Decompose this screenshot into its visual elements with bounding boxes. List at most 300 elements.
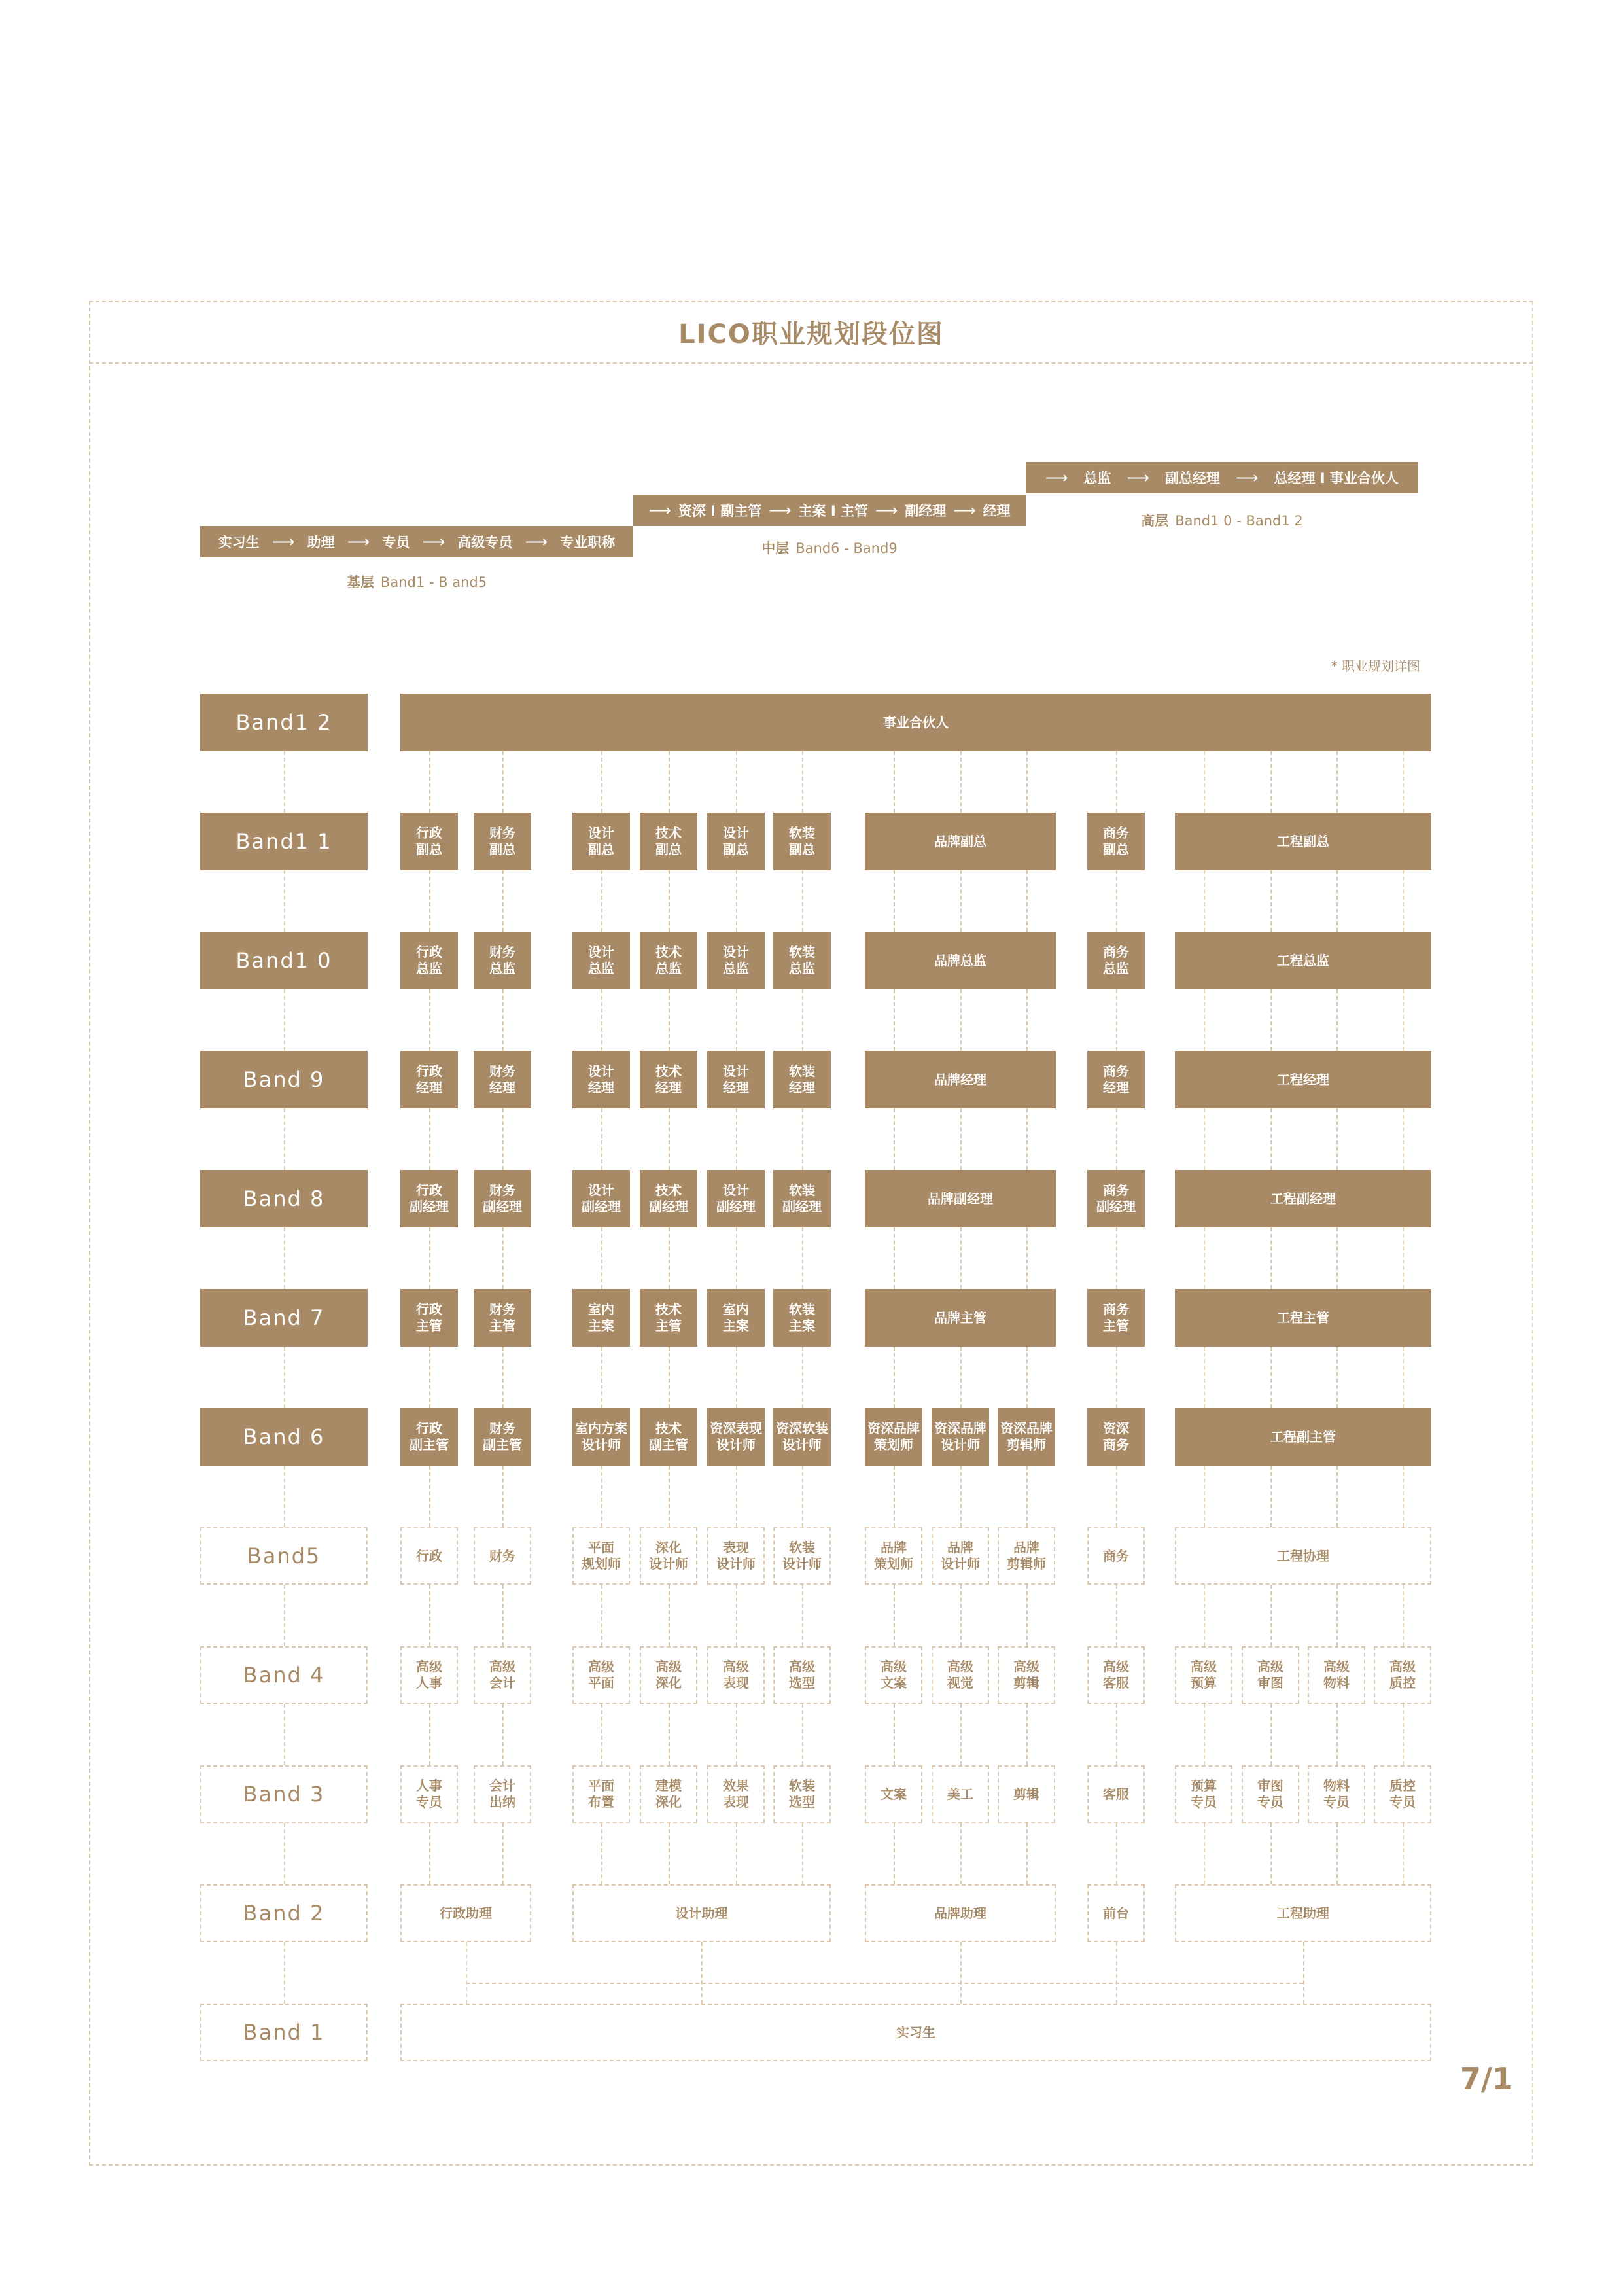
connector-line (429, 870, 430, 932)
connector-line (1270, 1227, 1272, 1289)
connector-line (502, 989, 504, 1051)
ladder-step: 副经理 (905, 503, 947, 519)
connector-line (894, 1347, 895, 1408)
connector-line (284, 1347, 285, 1408)
connector-line (669, 870, 670, 932)
connector-line (601, 1704, 602, 1765)
connector-line (669, 1823, 670, 1884)
band-label: Band 9 (200, 1051, 368, 1108)
connector-line (284, 1108, 285, 1170)
connector-line (502, 1227, 504, 1289)
connector-line (284, 1704, 285, 1765)
band-label: Band1 0 (200, 932, 368, 989)
connector-line (1116, 1466, 1117, 1527)
connector-line (1204, 1227, 1205, 1289)
connector-line (960, 1704, 962, 1765)
role-cell: 商务 总监 (1087, 932, 1145, 989)
role-cell: 设计助理 (572, 1884, 831, 1942)
connector-line (669, 1108, 670, 1170)
role-cell: 财务 (474, 1527, 531, 1585)
connector-line (894, 870, 895, 932)
arrow-icon: ⟶ (422, 533, 445, 551)
connector-line (601, 1347, 602, 1408)
role-cell: 设计 经理 (572, 1051, 630, 1108)
connector-line (1116, 1704, 1117, 1765)
connector-line (1270, 751, 1272, 813)
role-cell: 技术 总监 (640, 932, 697, 989)
connector-line (1026, 1347, 1028, 1408)
connector-line (429, 1585, 430, 1646)
connector-line (429, 1823, 430, 1884)
connector-line (1336, 870, 1338, 932)
role-cell: 高级 审图 (1242, 1646, 1299, 1704)
connector-line (284, 1823, 285, 1884)
band-label: Band 2 (200, 1884, 368, 1942)
connector-line (1204, 751, 1205, 813)
connector-line (1116, 1108, 1117, 1170)
connector-line (502, 1108, 504, 1170)
role-cell: 预算 专员 (1175, 1765, 1232, 1823)
connector-line (502, 1347, 504, 1408)
connector-line (1204, 1823, 1205, 1884)
role-cell: 品牌经理 (865, 1051, 1056, 1108)
connector-line (429, 1227, 430, 1289)
role-cell: 前台 (1087, 1884, 1145, 1942)
connector-line (1270, 1466, 1272, 1527)
connector-line (1270, 870, 1272, 932)
connector-line (802, 989, 803, 1051)
connector-line (601, 751, 602, 813)
ladder-step: 专业职称 (560, 535, 616, 550)
role-cell: 软装 经理 (773, 1051, 831, 1108)
role-cell: 财务 主管 (474, 1289, 531, 1347)
role-cell: 设计 副经理 (572, 1170, 630, 1227)
connector-line (802, 1823, 803, 1884)
connector-line (1303, 1942, 1304, 2004)
arrow-icon: ⟶ (953, 501, 976, 520)
tier-mid: 中层 Band6 - Band9 (761, 540, 898, 556)
role-cell: 美工 (932, 1765, 989, 1823)
connector-line (736, 1823, 737, 1884)
connector-line (601, 1585, 602, 1646)
role-cell: 商务 副经理 (1087, 1170, 1145, 1227)
connector-line (284, 989, 285, 1051)
connector-line (669, 751, 670, 813)
role-cell: 高级 选型 (773, 1646, 831, 1704)
connector-line (601, 1108, 602, 1170)
connector-line (601, 989, 602, 1051)
connector-line (284, 1466, 285, 1527)
role-cell: 软装 总监 (773, 932, 831, 989)
connector-line (601, 1823, 602, 1884)
connector-line (1116, 1227, 1117, 1289)
connector-line (960, 1466, 962, 1527)
connector-line (284, 1585, 285, 1646)
role-cell: 平面 规划师 (572, 1527, 630, 1585)
role-cell: 工程副主管 (1175, 1408, 1431, 1466)
role-cell: 高级 物料 (1308, 1646, 1365, 1704)
connector-line (502, 751, 504, 813)
role-cell: 工程主管 (1175, 1289, 1431, 1347)
connector-line (960, 1823, 962, 1884)
connector-line (1403, 1585, 1404, 1646)
connector-line (1026, 989, 1028, 1051)
connector-line (669, 1585, 670, 1646)
band-label: Band1 1 (200, 813, 368, 870)
connector-line (429, 989, 430, 1051)
role-cell: 品牌 策划师 (865, 1527, 922, 1585)
connector-line (1336, 1347, 1338, 1408)
connector-line (1116, 989, 1117, 1051)
connector-line (1204, 1585, 1205, 1646)
role-cell: 会计 出纳 (474, 1765, 531, 1823)
connector-line (429, 1466, 430, 1527)
role-cell: 审图 专员 (1242, 1765, 1299, 1823)
role-cell: 商务 经理 (1087, 1051, 1145, 1108)
connector-line (1116, 1823, 1117, 1884)
connector-line (502, 870, 504, 932)
role-cell: 财务 副主管 (474, 1408, 531, 1466)
page-title: LICO职业规划段位图 (678, 319, 944, 349)
role-cell: 品牌助理 (865, 1884, 1056, 1942)
ladder-step: 经理 (983, 503, 1011, 519)
connector-line (1026, 870, 1028, 932)
connector-line (284, 1227, 285, 1289)
role-cell: 品牌主管 (865, 1289, 1056, 1347)
ladder-step: 高级专员 (457, 535, 513, 550)
role-cell: 软装 选型 (773, 1765, 831, 1823)
arrow-icon: ⟶ (525, 533, 548, 551)
connector-line (802, 1466, 803, 1527)
role-cell: 高级 平面 (572, 1646, 630, 1704)
arrow-icon: ⟶ (1236, 468, 1259, 487)
ladder-step: 助理 (307, 535, 335, 550)
connector-line (1403, 1823, 1404, 1884)
connector-line (802, 1347, 803, 1408)
connector-line (284, 870, 285, 932)
role-cell: 高级 文案 (865, 1646, 922, 1704)
connector-line (1336, 1585, 1338, 1646)
connector-line (1270, 989, 1272, 1051)
tier-base: 基层 Band1 - B and5 (346, 574, 487, 590)
connector-line (601, 1227, 602, 1289)
role-cell: 资深品牌 策划师 (865, 1408, 922, 1466)
role-cell: 高级 深化 (640, 1646, 697, 1704)
connector-line (894, 1585, 895, 1646)
connector-line (1336, 1823, 1338, 1884)
connector-line (894, 1466, 895, 1527)
role-cell: 高级 表现 (707, 1646, 765, 1704)
role-cell: 商务 主管 (1087, 1289, 1145, 1347)
connector-line (802, 1704, 803, 1765)
role-cell: 资深品牌 设计师 (932, 1408, 989, 1466)
connector-line (736, 1347, 737, 1408)
connector-line (802, 1108, 803, 1170)
connector-line (1336, 1108, 1338, 1170)
connector-line (429, 1704, 430, 1765)
role-cell: 高级 人事 (400, 1646, 458, 1704)
tier-high: 高层 Band1 0 - Band1 2 (1141, 513, 1303, 529)
ladder-step: 资深 I 副主管 (678, 503, 762, 519)
ladder-step: 总监 (1083, 470, 1111, 486)
connector-line (1336, 1227, 1338, 1289)
band-label: Band 1 (200, 2004, 368, 2061)
connector-line (736, 1704, 737, 1765)
ladder-step: 主案 I 主管 (798, 503, 868, 519)
detail-note: * 职业规划详图 (1331, 658, 1420, 674)
connector-line (466, 1942, 467, 2004)
connector-line (1204, 870, 1205, 932)
connector-line (1270, 1347, 1272, 1408)
connector-line (736, 1108, 737, 1170)
connector-line (736, 751, 737, 813)
connector-line (1026, 1704, 1028, 1765)
role-cell: 设计 副总 (572, 813, 630, 870)
ladder-step: 实习生 (218, 535, 260, 550)
role-cell: 软装 副经理 (773, 1170, 831, 1227)
role-cell: 财务 总监 (474, 932, 531, 989)
role-cell: 工程协理 (1175, 1527, 1431, 1585)
role-cell: 室内方案 设计师 (572, 1408, 630, 1466)
role-cell: 资深软装 设计师 (773, 1408, 831, 1466)
connector-line (736, 1227, 737, 1289)
connector-line (284, 1942, 285, 2004)
role-cell: 高级 质控 (1374, 1646, 1431, 1704)
connector-line (894, 1108, 895, 1170)
ladder-step: 总经理 I 事业合伙人 (1274, 470, 1399, 486)
connector-line (1116, 1585, 1117, 1646)
connector-line (502, 1585, 504, 1646)
connector-line (1026, 1823, 1028, 1884)
connector-line (1403, 1227, 1404, 1289)
role-cell: 行政 副经理 (400, 1170, 458, 1227)
connector-line (1204, 1108, 1205, 1170)
connector-line (894, 751, 895, 813)
connector-line (1336, 1704, 1338, 1765)
role-cell: 质控 专员 (1374, 1765, 1431, 1823)
role-cell: 设计 副经理 (707, 1170, 765, 1227)
connector-line (1204, 1466, 1205, 1527)
role-cell: 室内 主案 (707, 1289, 765, 1347)
connector-line (802, 1585, 803, 1646)
connector-line (466, 1983, 1303, 1984)
connector-line (894, 1704, 895, 1765)
role-cell: 软装 副总 (773, 813, 831, 870)
connector-line (960, 989, 962, 1051)
connector-line (1026, 1227, 1028, 1289)
connector-line (669, 1347, 670, 1408)
connector-line (1403, 1466, 1404, 1527)
connector-line (502, 1466, 504, 1527)
connector-line (429, 751, 430, 813)
connector-line (1204, 1347, 1205, 1408)
role-cell: 工程总监 (1175, 932, 1431, 989)
role-cell: 技术 经理 (640, 1051, 697, 1108)
connector-line (802, 751, 803, 813)
connector-line (960, 1108, 962, 1170)
connector-line (736, 989, 737, 1051)
connector-line (1116, 1942, 1117, 2004)
role-cell: 商务 副总 (1087, 813, 1145, 870)
connector-line (736, 1466, 737, 1527)
role-cell: 工程副总 (1175, 813, 1431, 870)
connector-line (1336, 989, 1338, 1051)
role-cell: 平面 布置 (572, 1765, 630, 1823)
connector-line (429, 1108, 430, 1170)
connector-line (960, 1585, 962, 1646)
connector-line (669, 1704, 670, 1765)
connector-line (502, 1823, 504, 1884)
connector-line (1116, 1347, 1117, 1408)
connector-line (1270, 1823, 1272, 1884)
role-cell: 设计 总监 (572, 932, 630, 989)
connector-line (736, 870, 737, 932)
role-cell: 行政 (400, 1527, 458, 1585)
connector-line (1026, 1108, 1028, 1170)
connector-line (1026, 1466, 1028, 1527)
connector-line (1204, 989, 1205, 1051)
role-cell: 行政 副总 (400, 813, 458, 870)
role-cell: 品牌副经理 (865, 1170, 1056, 1227)
connector-line (1026, 751, 1028, 813)
role-cell: 行政 经理 (400, 1051, 458, 1108)
connector-line (1403, 751, 1404, 813)
role-cell: 品牌 设计师 (932, 1527, 989, 1585)
connector-line (1336, 751, 1338, 813)
arrow-icon: ⟶ (769, 501, 792, 520)
ladder-step: 副总经理 (1164, 470, 1220, 486)
connector-line (1116, 870, 1117, 932)
role-cell: 行政 总监 (400, 932, 458, 989)
role-cell: 表现 设计师 (707, 1527, 765, 1585)
role-cell: 设计 总监 (707, 932, 765, 989)
connector-line (669, 1227, 670, 1289)
role-cell: 建模 深化 (640, 1765, 697, 1823)
role-cell: 行政 副主管 (400, 1408, 458, 1466)
connector-line (894, 1823, 895, 1884)
role-cell: 实习生 (400, 2004, 1431, 2061)
role-cell: 深化 设计师 (640, 1527, 697, 1585)
connector-line (284, 751, 285, 813)
role-cell: 剪辑 (998, 1765, 1055, 1823)
connector-line (1270, 1585, 1272, 1646)
role-cell: 设计 经理 (707, 1051, 765, 1108)
arrow-icon: ⟶ (1045, 468, 1068, 487)
role-cell: 高级 视觉 (932, 1646, 989, 1704)
role-cell: 高级 客服 (1087, 1646, 1145, 1704)
band-label: Band5 (200, 1527, 368, 1585)
role-cell: 技术 副总 (640, 813, 697, 870)
connector-line (669, 1466, 670, 1527)
connector-line (960, 751, 962, 813)
connector-line (601, 1466, 602, 1527)
connector-line (1403, 1704, 1404, 1765)
role-cell: 高级 预算 (1175, 1646, 1232, 1704)
connector-line (601, 870, 602, 932)
connector-line (1403, 870, 1404, 932)
role-cell: 财务 副总 (474, 813, 531, 870)
arrow-icon: ⟶ (347, 533, 370, 551)
role-cell: 工程经理 (1175, 1051, 1431, 1108)
band-label: Band 6 (200, 1408, 368, 1466)
role-cell: 商务 (1087, 1527, 1145, 1585)
connector-line (894, 1227, 895, 1289)
role-cell: 品牌副总 (865, 813, 1056, 870)
role-cell: 软装 主案 (773, 1289, 831, 1347)
role-cell: 高级 会计 (474, 1646, 531, 1704)
connector-line (736, 1585, 737, 1646)
role-cell: 人事 专员 (400, 1765, 458, 1823)
connector-line (802, 870, 803, 932)
arrow-icon: ⟶ (271, 533, 295, 551)
role-cell: 行政助理 (400, 1884, 531, 1942)
connector-line (1116, 751, 1117, 813)
role-cell: 效果 表现 (707, 1765, 765, 1823)
connector-line (960, 1347, 962, 1408)
role-cell: 物料 专员 (1308, 1765, 1365, 1823)
connector-line (1270, 1108, 1272, 1170)
role-cell: 品牌 剪辑师 (998, 1527, 1055, 1585)
role-cell: 资深品牌 剪辑师 (998, 1408, 1055, 1466)
band-label: Band 3 (200, 1765, 368, 1823)
arrow-icon: ⟶ (875, 501, 898, 520)
role-cell: 技术 主管 (640, 1289, 697, 1347)
band-label: Band1 2 (200, 694, 368, 751)
role-cell: 工程副经理 (1175, 1170, 1431, 1227)
connector-line (960, 870, 962, 932)
connector-line (1204, 1704, 1205, 1765)
role-cell: 行政 主管 (400, 1289, 458, 1347)
connector-line (960, 1227, 962, 1289)
role-cell: 文案 (865, 1765, 922, 1823)
role-cell: 室内 主案 (572, 1289, 630, 1347)
role-cell: 资深表现 设计师 (707, 1408, 765, 1466)
connector-line (1270, 1704, 1272, 1765)
connector-line (1403, 1108, 1404, 1170)
ladder-step: 专员 (382, 535, 410, 550)
band-label: Band 8 (200, 1170, 368, 1227)
role-cell: 高级 剪辑 (998, 1646, 1055, 1704)
role-cell: 软装 设计师 (773, 1527, 831, 1585)
role-cell: 客服 (1087, 1765, 1145, 1823)
role-cell: 事业合伙人 (400, 694, 1431, 751)
connector-line (701, 1942, 703, 2004)
band-label: Band 4 (200, 1646, 368, 1704)
connector-line (669, 989, 670, 1051)
role-cell: 工程助理 (1175, 1884, 1431, 1942)
connector-line (960, 1942, 962, 2004)
connector-line (502, 1704, 504, 1765)
role-cell: 设计 副总 (707, 813, 765, 870)
role-cell: 资深 商务 (1087, 1408, 1145, 1466)
role-cell: 技术 副经理 (640, 1170, 697, 1227)
connector-line (1403, 1347, 1404, 1408)
connector-line (1403, 989, 1404, 1051)
arrow-icon: ⟶ (648, 501, 671, 520)
page-number: 7/1 (1460, 2061, 1513, 2096)
role-cell: 财务 经理 (474, 1051, 531, 1108)
connector-line (894, 989, 895, 1051)
band-label: Band 7 (200, 1289, 368, 1347)
role-cell: 财务 副经理 (474, 1170, 531, 1227)
arrow-icon: ⟶ (1126, 468, 1149, 487)
role-cell: 品牌总监 (865, 932, 1056, 989)
role-cell: 技术 副主管 (640, 1408, 697, 1466)
connector-line (802, 1227, 803, 1289)
connector-line (1026, 1585, 1028, 1646)
connector-line (429, 1347, 430, 1408)
connector-line (1336, 1466, 1338, 1527)
